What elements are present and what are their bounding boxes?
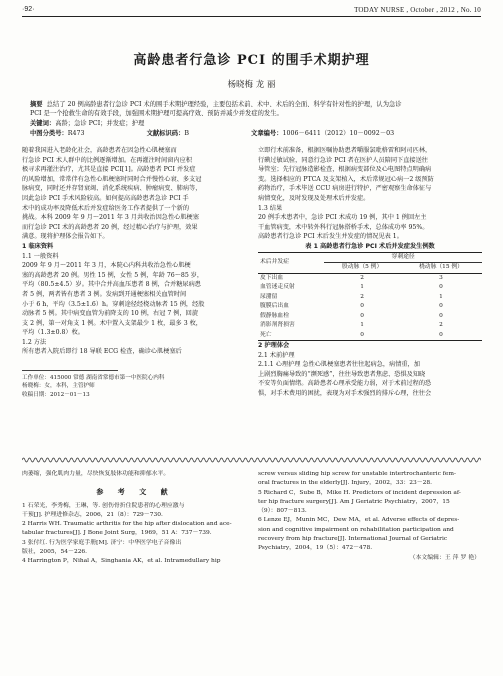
body-line: 挑战。本科 2009 年 9 月～2011 年 3 月共收治因急性心肌梗塞	[22, 214, 199, 222]
reference-line: 4 Harrington P，Nihal A，Singhania AK，et al. Intramedullary hip	[22, 558, 221, 565]
table-row	[258, 293, 482, 303]
abstract-line-1	[30, 100, 473, 109]
clc-value: R473	[67, 130, 85, 137]
page-number: ·92·	[22, 6, 35, 13]
body-line: 因此急诊 PCI 手术风险较高。如何提高高龄患者急诊 PCI 手	[22, 194, 189, 202]
reference-column-left	[22, 470, 248, 567]
body-line: 变。选择相应的 PTCA 及支架植入，术后常规冠心病一2 级预防	[258, 175, 434, 183]
body-line: 的风险增加，常常伴有急性心肌梗塞时同时合并慢性心衰、多支冠	[22, 175, 202, 183]
reference-line: Psychiatry，2004，19（5）：472－478.	[258, 545, 373, 552]
reference-line: 版社，2005，54－226.	[22, 549, 88, 556]
table-cell-radial: 0	[439, 312, 443, 319]
body-line: 术中的成功率及降低术后并发症给医务工作者提供了一个新的	[22, 204, 190, 212]
body-line: 平均（80.5±4.5）岁。其中合并高血压患者 8 例，合并糖尿病患	[22, 281, 201, 289]
table-row	[258, 312, 482, 322]
journal-info: TODAY NURSE , October , 2012 , No. 10	[354, 6, 481, 14]
table-cell-name: 死亡	[258, 331, 324, 341]
body-line: 上剧烈胸痛导致的“濒死感”，往往导致患者焦虑、恐惧及知晓	[258, 370, 426, 378]
table-cell-femoral: 2	[324, 273, 400, 283]
footnote	[22, 374, 164, 399]
doc-code-label: 文献标识码：	[146, 130, 185, 137]
body-line: 平均（1.3±0.8）枚。	[22, 329, 84, 337]
reference-line: 2 Harris WH. Traumatic arthritis for the hip after dislocation and ace-	[22, 521, 232, 528]
table-cell-name: 皮下出血	[258, 273, 324, 283]
reference-line: ter hip fracture surgery[J]. Am J Geriatric Psychiatry，2007，15	[258, 498, 450, 505]
subsection-heading: 1.3 结果	[258, 204, 283, 212]
table-cell-radial: 3	[400, 273, 482, 283]
body-line: 行急诊 PCI 术人群中的比例逐渐增加。在再灌注时间窗内应积	[22, 156, 192, 164]
table-cell-radial: 0	[439, 303, 443, 310]
right-column	[258, 146, 482, 399]
table-cell-radial: 2	[439, 322, 443, 329]
header-rule	[22, 16, 481, 17]
article-no-value: 1006－6411（2012）10－0092－03	[282, 130, 395, 137]
reference-column-right	[258, 470, 484, 563]
body-line: 不安等负面情绪。高龄患者心理承受能力弱，对于术前过程的恐	[258, 380, 432, 388]
article-no-label: 文章编号：	[251, 130, 283, 137]
article-authors: 杨晓梅 龙 丽	[227, 80, 276, 90]
keywords-value: 高龄；急诊 PCI；并发症；护理	[55, 120, 145, 127]
reference-line: screw versus sliding hip screw for unstable intertrochanteric fem-	[258, 471, 456, 477]
subsection-heading: 2.1 术前护理	[258, 351, 295, 359]
section-heading: 2 护理体会	[258, 342, 290, 350]
reference-line: 干预[J]. 护理进修杂志，2006，21（8）：729－730.	[22, 511, 163, 518]
section-heading: 1 临床资料	[22, 242, 54, 250]
table-row	[258, 273, 482, 283]
table-group-header: 穿刺途径	[324, 252, 482, 263]
running-header	[22, 6, 481, 20]
body-line: 随着我国进入老龄化社会，高龄患者在因急性心肌梗塞而	[22, 147, 177, 154]
complication-table	[258, 252, 482, 342]
body-line: 肉萎缩，强化肌肉力量，尽快恢复肢体功能和抑郁水平。	[22, 471, 170, 477]
body-line: 动脉者 5 例。其中病变血管为前降支的 10 例，右冠 7 例，回旋	[22, 310, 199, 318]
reference-line: 5 Richard C，Sube B，Mike H. Predictors of incident depression af-	[258, 489, 461, 496]
table-cell-femoral: 1	[360, 322, 364, 329]
table-cell-femoral: 2	[360, 293, 364, 300]
table-col-radial: 桡动脉（15 例）	[418, 264, 463, 271]
classification-line	[30, 129, 473, 138]
body-line: 小于 6 h，平均（3.5±1.6）h。穿刺途径经桡动脉者 15 例，经股	[22, 300, 205, 308]
table-cell-femoral: 0	[324, 331, 400, 341]
body-line: 病情变化，及时发现及处理术后并发症。	[258, 194, 370, 202]
table-col-femoral: 股动脉（5 例）	[341, 264, 383, 271]
body-line: 高龄患者行急诊 PCI 术后发生并发症的情况见表 1。	[258, 233, 403, 241]
abstract-text-1: 总结了 20 例高龄患者行急诊 PCI 术的围手术期护理经验，主要包括术前、术中、术后的全面、科学有针对性的护理，认为急诊	[46, 101, 402, 108]
body-line: 塞的高龄患者 20 例。男性 15 例，女性 5 例，年龄 76～85 岁，	[22, 271, 204, 279]
body-line: 20 例手术患者中，急诊 PCI 术成功 19 例，其中 1 例回左主	[258, 214, 427, 222]
body-line: 脉病变，同时还并存肾衰竭、消化系统疾病、肿瘤病变、肺病等，	[22, 185, 202, 193]
table-cell-femoral: 1	[360, 284, 364, 291]
article-separator	[22, 456, 481, 464]
table-row	[258, 283, 482, 293]
table-cell-radial: 1	[439, 293, 443, 300]
body-line: 立即行术前准备，根据医嘱协助患者嚼服氯吡格雷和阿司匹林，	[258, 147, 432, 154]
footnote-affiliation: 工作单位：415000 常德 湖南省常德市第一中医院心内科	[22, 375, 165, 381]
subsection-heading: 1.2 方法	[22, 338, 47, 346]
body-line: 2.1.1 心理护理 急性心肌梗塞患者往往起病急，病情重，加	[258, 361, 420, 369]
reference-line: （9）：807－813.	[258, 508, 307, 515]
table-row	[258, 302, 482, 312]
body-line: 惧，对手术费用的困扰，表现为对手术强烈的排斥心理，往往会	[258, 390, 432, 397]
table-cell-femoral: 0	[360, 312, 364, 319]
reference-line: sion and cognitive impairment on rehabilitation participation and	[258, 526, 454, 533]
keywords-line	[30, 119, 473, 128]
footnote-received: 收稿日期：2012－01－13	[22, 391, 90, 398]
body-line: 所有患者入院后即行 18 导联 ECG 检查，确诊心肌梗塞后	[22, 348, 182, 356]
reference-line: oral fractures in the elderly[J]. Injury，2002，33：23－28.	[258, 480, 433, 487]
body-line: 而行急诊 PCI 术的高龄患者 20 例，经过精心治疗与护理，效果	[22, 223, 198, 231]
reference-line: 3 张付红. 行为医学家庭手册[M]. 济宁：中华医学电子音像出	[22, 539, 182, 546]
table-title: 表 1 高龄患者行急诊 PCI 术后并发症发生例数	[305, 242, 435, 250]
table-row	[258, 331, 482, 341]
table-cell-name: 血管迷走反射	[260, 284, 295, 291]
doc-code-value: B	[184, 130, 189, 137]
table-cell-name: 尿潴留	[260, 293, 278, 300]
clc-label: 中图分类号：	[30, 130, 68, 137]
table-row	[258, 321, 482, 331]
body-line: 2009 年 9 月～2011 年 3 月，本院心内科共收治急性心肌梗	[22, 262, 191, 270]
reference-line: tabular fractures[J]. J Bone Joint Surg，1969，51 A：737－739.	[22, 530, 212, 537]
body-line: 满意。现将护理体会报告如下。	[22, 233, 109, 241]
abstract-label: 摘要	[30, 101, 43, 108]
references-heading: 参 考 文 献	[96, 488, 174, 497]
body-line: 支 2 例，第一对角支 1 例。术中置入支架最少 1 枚，最多 3 枚，	[22, 319, 202, 327]
table-cell-radial: 0	[400, 331, 482, 341]
body-line: 干血管病变，术中转外科行冠脉搭桥手术，总体成功率 95%。	[258, 223, 429, 231]
body-line: 导管室；先行冠脉造影检查，根据病变部位及心电图特点明确病	[258, 166, 432, 174]
abstract-text-2: PCI 是一个抢救生命的有效手段，加强围术期护理可提高疗效、预防并减少并发症的发生。	[30, 110, 283, 117]
subsection-heading: 1.1 一般资料	[22, 252, 59, 260]
abstract-line-2	[30, 109, 473, 118]
body-line: 行碘过敏试验，同意行急诊 PCI 者在医护人员陪同下直接送往	[258, 156, 428, 164]
left-column	[22, 146, 246, 357]
table-cell-name: 假静脉血栓	[260, 312, 289, 319]
article-title: 高龄患者行急诊 PCI 的围手术期护理	[133, 53, 370, 68]
editor-credit: （本文编辑：王 萍 罗 艳）	[409, 554, 480, 561]
reference-line: 6 Lenze EJ，Munin MC，Dew MA，et al. Adverse effects of depres-	[258, 517, 460, 524]
table-cell-name: 消影剂肾损害	[260, 322, 295, 329]
body-line: 药物治疗，手术毕送 CCU 病房进行特护，严密观察生命体征与	[258, 185, 432, 193]
footnote-rule	[22, 370, 118, 371]
reference-line: recovery from hip fracture[J]. International Journal of Geriatric	[258, 536, 448, 543]
keywords-label: 关键词：	[30, 120, 56, 127]
table-corner-header: 术后并发症	[258, 252, 324, 273]
table-cell-radial: 0	[439, 284, 443, 291]
table-cell-femoral: 0	[360, 303, 364, 310]
reference-line: 1 石荣光，李秀梅，王琳，等. 创伤骨折住院患者的心理应激与	[22, 502, 185, 509]
footnote-author: 杨晓梅：女，本科，主管护师	[22, 383, 95, 390]
table-cell-name: 腹膜后出血	[260, 303, 289, 310]
body-line: 者 5 例，两者皆有患者 3 例。发病到开通梗塞相关血管时间	[22, 290, 187, 298]
body-line: 极寻求再灌注治疗，尤其是直接 PCI[1]。高龄患者 PCI 并发症	[22, 166, 196, 174]
